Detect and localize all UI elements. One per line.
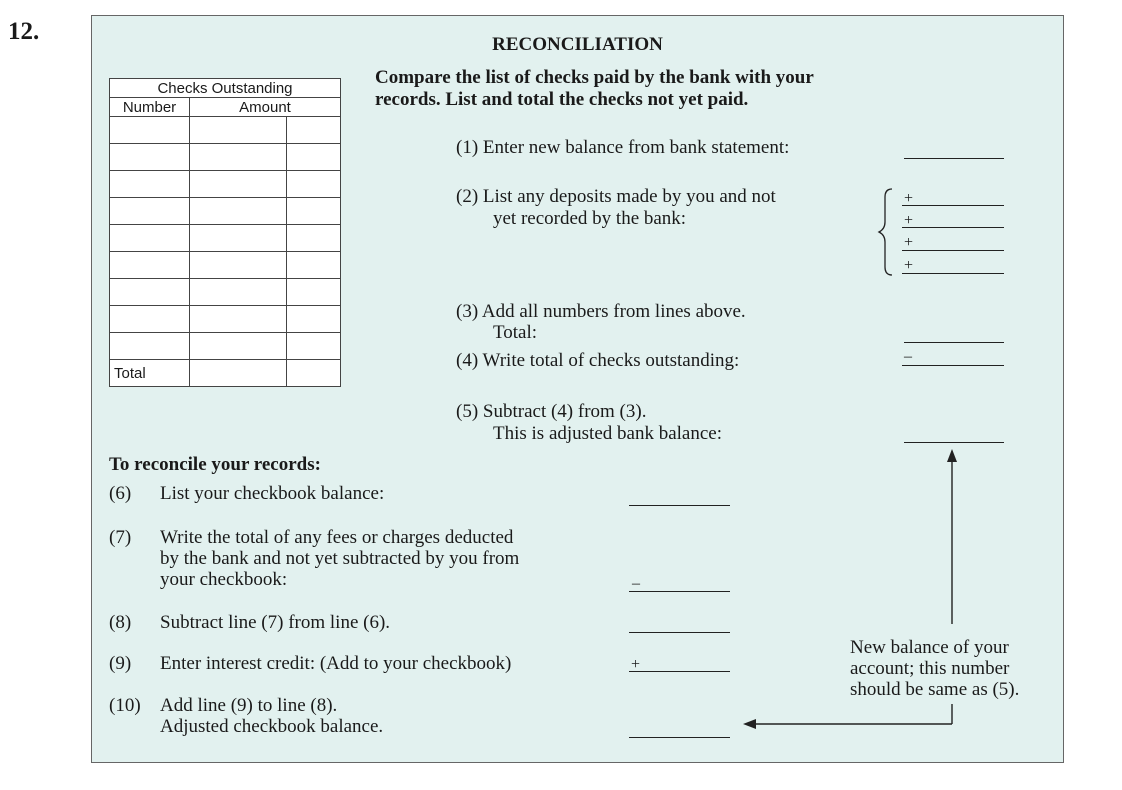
check-number-cell[interactable] [110,333,190,360]
check-row [110,198,341,225]
deposit-plus-3: + [904,234,914,251]
check-row [110,306,341,333]
check-row [110,252,341,279]
step-4-minus: – [904,348,912,365]
step-7-text-line-2: by the bank and not yet subtracted by you from [160,548,520,569]
deposit-brace [879,189,892,275]
check-amount-cents-cell[interactable] [287,198,341,225]
check-amount-cents-cell[interactable] [287,225,341,252]
step-9-number: (9) [109,653,132,674]
check-number-cell[interactable] [110,117,190,144]
check-amount-dollars-cell[interactable] [190,171,287,198]
check-number-cell[interactable] [110,198,190,225]
step-7-blank[interactable] [629,591,730,592]
step-4-text: (4) Write total of checks outstanding: [456,350,740,371]
step-7-number: (7) [109,527,132,548]
total-amount-cents-cell[interactable] [287,360,341,387]
step-10-text-line-1: Add line (9) to line (8). [160,695,338,716]
check-amount-dollars-cell[interactable] [190,333,287,360]
step-10-text-line-2: Adjusted checkbook balance. [160,716,384,737]
step-5-text-line-2: This is adjusted bank balance: [493,423,722,444]
check-number-cell[interactable] [110,225,190,252]
deposit-plus-4: + [904,257,914,274]
check-amount-dollars-cell[interactable] [190,198,287,225]
step-6-number: (6) [109,483,132,504]
check-amount-dollars-cell[interactable] [190,252,287,279]
deposit-blank-3[interactable] [902,250,1004,251]
column-header-amount: Amount [190,98,341,117]
checks-table-caption: Checks Outstanding [110,79,341,98]
note-line-2: account; this number [850,658,1010,679]
up-arrow-head [947,449,957,462]
deposit-blank-2[interactable] [902,227,1004,228]
checks-outstanding-table [109,78,341,387]
check-amount-dollars-cell[interactable] [190,225,287,252]
total-label: Total [110,360,190,387]
deposit-plus-1: + [904,190,914,207]
deposit-blank-1[interactable] [902,205,1004,206]
step-3-text-line-1: (3) Add all numbers from lines above. [456,301,746,322]
check-amount-dollars-cell[interactable] [190,279,287,306]
deposit-blank-4[interactable] [902,273,1004,274]
step-5-blank[interactable] [904,442,1004,443]
check-amount-cents-cell[interactable] [287,333,341,360]
check-amount-dollars-cell[interactable] [190,117,287,144]
column-header-number: Number [110,98,190,117]
check-row [110,144,341,171]
check-amount-dollars-cell[interactable] [190,144,287,171]
check-row [110,171,341,198]
step-4-blank[interactable] [902,365,1004,366]
instructions-line-2: records. List and total the checks not yet paid. [375,89,749,110]
check-number-cell[interactable] [110,144,190,171]
step-3-text-line-2: Total: [493,322,538,343]
step-6-blank[interactable] [629,505,730,506]
form-title: RECONCILIATION [492,34,663,55]
step-6-text: List your checkbook balance: [160,483,385,504]
check-number-cell[interactable] [110,279,190,306]
step-8-blank[interactable] [629,632,730,633]
check-amount-cents-cell[interactable] [287,144,341,171]
step-2-text-line-1: (2) List any deposits made by you and not [456,186,776,207]
problem-number: 12. [8,18,40,45]
check-amount-cents-cell[interactable] [287,117,341,144]
step-8-number: (8) [109,612,132,633]
check-row [110,225,341,252]
step-10-number: (10) [109,695,141,716]
step-1-text: (1) Enter new balance from bank statement: [456,137,790,158]
step-8-text: Subtract line (7) from line (6). [160,612,391,633]
check-amount-cents-cell[interactable] [287,279,341,306]
step-5-text-line-1: (5) Subtract (4) from (3). [456,401,647,422]
reconcile-heading: To reconcile your records: [109,454,321,475]
step-7-text-line-3: your checkbook: [160,569,288,590]
instructions-line-1: Compare the list of checks paid by the bank with your [375,67,814,88]
check-amount-cents-cell[interactable] [287,306,341,333]
step-3-blank[interactable] [904,342,1004,343]
step-9-plus: + [631,656,641,673]
check-row [110,333,341,360]
note-line-3: should be same as (5). [850,679,1020,700]
step-9-text: Enter interest credit: (Add to your checkbook) [160,653,512,674]
total-amount-dollars-cell[interactable] [190,360,287,387]
step-7-minus: – [632,575,640,592]
step-10-blank[interactable] [629,737,730,738]
check-row [110,279,341,306]
check-number-cell[interactable] [110,306,190,333]
step-2-text-line-2: yet recorded by the bank: [493,208,687,229]
step-9-blank[interactable] [629,671,730,672]
step-7-text-line-1: Write the total of any fees or charges deducted [160,527,514,548]
check-amount-cents-cell[interactable] [287,252,341,279]
deposit-plus-2: + [904,212,914,229]
check-amount-dollars-cell[interactable] [190,306,287,333]
check-number-cell[interactable] [110,252,190,279]
step-1-blank[interactable] [904,158,1004,159]
return-arrow-head [743,719,756,729]
reconciliation-form [91,15,1064,763]
check-amount-cents-cell[interactable] [287,171,341,198]
check-number-cell[interactable] [110,171,190,198]
check-row [110,117,341,144]
note-line-1: New balance of your [850,637,1009,658]
